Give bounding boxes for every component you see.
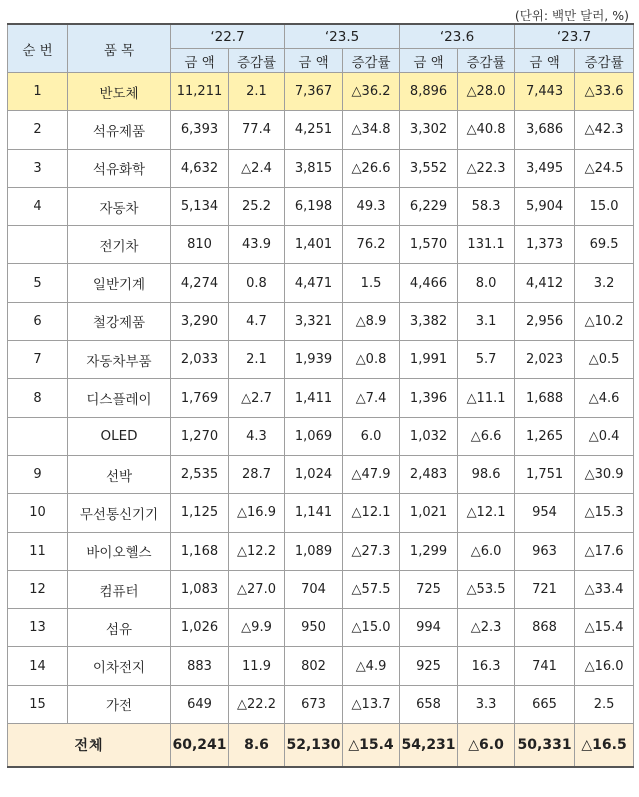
amount-cell: 3,382 xyxy=(400,302,458,340)
rate-cell: 1.5 xyxy=(343,264,400,302)
rate-cell: △2.7 xyxy=(229,379,285,417)
table-body xyxy=(8,73,634,768)
table-row xyxy=(8,609,634,647)
amount-cell: 7,443 xyxy=(515,73,575,111)
amount-cell: 1,401 xyxy=(285,226,343,264)
amount-cell: 1,299 xyxy=(400,532,458,570)
rate-cell: △22.2 xyxy=(229,685,285,723)
rate-cell: 4.7 xyxy=(229,302,285,340)
amount-cell: 1,373 xyxy=(515,226,575,264)
rate-cell: 2.1 xyxy=(229,73,285,111)
rate-cell: △13.7 xyxy=(343,685,400,723)
rate-cell: 131.1 xyxy=(458,226,515,264)
item-name: 반도체 xyxy=(68,73,171,111)
export-table xyxy=(7,23,634,768)
total-rate-cell: △15.4 xyxy=(343,724,400,768)
rate-cell: △30.9 xyxy=(575,455,634,493)
amount-cell: 963 xyxy=(515,532,575,570)
amount-cell: 1,265 xyxy=(515,417,575,455)
table-row xyxy=(8,149,634,187)
rate-cell: △16.9 xyxy=(229,494,285,532)
amount-cell: 1,570 xyxy=(400,226,458,264)
row-number: 5 xyxy=(8,264,68,302)
amount-cell: 5,904 xyxy=(515,187,575,225)
rate-cell: △7.4 xyxy=(343,379,400,417)
table-row xyxy=(8,379,634,417)
row-number: 7 xyxy=(8,341,68,379)
amount-cell: 3,302 xyxy=(400,111,458,149)
amount-cell: 954 xyxy=(515,494,575,532)
rate-cell: △34.8 xyxy=(343,111,400,149)
rate-cell: 3.2 xyxy=(575,264,634,302)
rate-cell: 69.5 xyxy=(575,226,634,264)
amount-cell: 725 xyxy=(400,570,458,608)
rate-cell: 4.3 xyxy=(229,417,285,455)
amount-cell: 11,211 xyxy=(171,73,229,111)
rate-cell: △33.6 xyxy=(575,73,634,111)
amount-cell: 1,939 xyxy=(285,341,343,379)
amount-cell: 2,023 xyxy=(515,341,575,379)
table-row xyxy=(8,685,634,723)
row-number: 14 xyxy=(8,647,68,685)
rate-cell: △53.5 xyxy=(458,570,515,608)
amount-cell: 6,393 xyxy=(171,111,229,149)
amount-cell: 1,769 xyxy=(171,379,229,417)
table-row xyxy=(8,494,634,532)
row-number: 8 xyxy=(8,379,68,417)
item-name: 무선통신기기 xyxy=(68,494,171,532)
amount-cell: 3,321 xyxy=(285,302,343,340)
col-header-amount: 금 액 xyxy=(171,49,229,73)
rate-cell: 15.0 xyxy=(575,187,634,225)
amount-cell: 6,198 xyxy=(285,187,343,225)
amount-cell: 1,270 xyxy=(171,417,229,455)
table-row xyxy=(8,532,634,570)
rate-cell: △0.5 xyxy=(575,341,634,379)
rate-cell: 43.9 xyxy=(229,226,285,264)
header-row-periods xyxy=(8,24,634,49)
col-header-rate: 증감률 xyxy=(229,49,285,73)
rate-cell: △6.6 xyxy=(458,417,515,455)
item-name: OLED xyxy=(68,417,171,455)
rate-cell: 0.8 xyxy=(229,264,285,302)
rate-cell: △22.3 xyxy=(458,149,515,187)
rate-cell: △15.4 xyxy=(575,609,634,647)
item-name: 디스플레이 xyxy=(68,379,171,417)
rate-cell: 6.0 xyxy=(343,417,400,455)
table-row xyxy=(8,73,634,111)
row-number: 12 xyxy=(8,570,68,608)
rate-cell: △27.0 xyxy=(229,570,285,608)
amount-cell: 673 xyxy=(285,685,343,723)
rate-cell: △28.0 xyxy=(458,73,515,111)
rate-cell: △17.6 xyxy=(575,532,634,570)
amount-cell: 1,089 xyxy=(285,532,343,570)
amount-cell: 721 xyxy=(515,570,575,608)
col-header-no: 순 번 xyxy=(8,24,68,73)
rate-cell: △26.6 xyxy=(343,149,400,187)
amount-cell: 3,290 xyxy=(171,302,229,340)
rate-cell: △33.4 xyxy=(575,570,634,608)
amount-cell: 3,815 xyxy=(285,149,343,187)
item-name: 자동차 xyxy=(68,187,171,225)
rate-cell: △10.2 xyxy=(575,302,634,340)
amount-cell: 6,229 xyxy=(400,187,458,225)
col-header-rate: 증감률 xyxy=(343,49,400,73)
amount-cell: 2,483 xyxy=(400,455,458,493)
amount-cell: 883 xyxy=(171,647,229,685)
total-rate-cell: 8.6 xyxy=(229,724,285,768)
amount-cell: 4,274 xyxy=(171,264,229,302)
row-number xyxy=(8,226,68,264)
col-header-amount: 금 액 xyxy=(400,49,458,73)
amount-cell: 1,141 xyxy=(285,494,343,532)
amount-cell: 665 xyxy=(515,685,575,723)
rate-cell: △11.1 xyxy=(458,379,515,417)
rate-cell: △8.9 xyxy=(343,302,400,340)
amount-cell: 1,751 xyxy=(515,455,575,493)
item-name: 섬유 xyxy=(68,609,171,647)
amount-cell: 925 xyxy=(400,647,458,685)
col-header-rate: 증감률 xyxy=(575,49,634,73)
amount-cell: 649 xyxy=(171,685,229,723)
rate-cell: △0.8 xyxy=(343,341,400,379)
rate-cell: △42.3 xyxy=(575,111,634,149)
amount-cell: 1,125 xyxy=(171,494,229,532)
table-row xyxy=(8,111,634,149)
col-header-period: ‘23.5 xyxy=(285,24,400,49)
amount-cell: 2,535 xyxy=(171,455,229,493)
rate-cell: △0.4 xyxy=(575,417,634,455)
item-name: 선박 xyxy=(68,455,171,493)
col-header-amount: 금 액 xyxy=(515,49,575,73)
amount-cell: 1,021 xyxy=(400,494,458,532)
amount-cell: 3,552 xyxy=(400,149,458,187)
item-name: 석유화학 xyxy=(68,149,171,187)
amount-cell: 2,033 xyxy=(171,341,229,379)
rate-cell: 3.3 xyxy=(458,685,515,723)
table-row xyxy=(8,187,634,225)
rate-cell: △6.0 xyxy=(458,532,515,570)
amount-cell: 7,367 xyxy=(285,73,343,111)
amount-cell: 1,688 xyxy=(515,379,575,417)
item-name: 철강제품 xyxy=(68,302,171,340)
rate-cell: 25.2 xyxy=(229,187,285,225)
amount-cell: 950 xyxy=(285,609,343,647)
row-number: 9 xyxy=(8,455,68,493)
amount-cell: 4,471 xyxy=(285,264,343,302)
total-amount-cell: 50,331 xyxy=(515,724,575,768)
total-amount-cell: 52,130 xyxy=(285,724,343,768)
row-number: 4 xyxy=(8,187,68,225)
table-row xyxy=(8,570,634,608)
row-number: 13 xyxy=(8,609,68,647)
amount-cell: 5,134 xyxy=(171,187,229,225)
amount-cell: 802 xyxy=(285,647,343,685)
rate-cell: 2.5 xyxy=(575,685,634,723)
table-row xyxy=(8,417,634,455)
amount-cell: 3,686 xyxy=(515,111,575,149)
rate-cell: △57.5 xyxy=(343,570,400,608)
row-number: 2 xyxy=(8,111,68,149)
amount-cell: 4,632 xyxy=(171,149,229,187)
row-number: 11 xyxy=(8,532,68,570)
rate-cell: △12.1 xyxy=(343,494,400,532)
amount-cell: 4,251 xyxy=(285,111,343,149)
amount-cell: 1,024 xyxy=(285,455,343,493)
amount-cell: 1,396 xyxy=(400,379,458,417)
amount-cell: 1,032 xyxy=(400,417,458,455)
item-name: 바이오헬스 xyxy=(68,532,171,570)
rate-cell: 28.7 xyxy=(229,455,285,493)
amount-cell: 4,412 xyxy=(515,264,575,302)
rate-cell: △9.9 xyxy=(229,609,285,647)
amount-cell: 868 xyxy=(515,609,575,647)
col-header-period: ‘23.6 xyxy=(400,24,515,49)
amount-cell: 1,168 xyxy=(171,532,229,570)
amount-cell: 8,896 xyxy=(400,73,458,111)
total-amount-cell: 54,231 xyxy=(400,724,458,768)
total-row xyxy=(8,724,634,768)
row-number: 6 xyxy=(8,302,68,340)
amount-cell: 2,956 xyxy=(515,302,575,340)
rate-cell: △47.9 xyxy=(343,455,400,493)
col-header-period: ‘22.7 xyxy=(171,24,285,49)
table-row xyxy=(8,226,634,264)
amount-cell: 704 xyxy=(285,570,343,608)
amount-cell: 810 xyxy=(171,226,229,264)
row-number xyxy=(8,417,68,455)
rate-cell: 16.3 xyxy=(458,647,515,685)
rate-cell: △2.3 xyxy=(458,609,515,647)
rate-cell: 8.0 xyxy=(458,264,515,302)
amount-cell: 4,466 xyxy=(400,264,458,302)
rate-cell: 5.7 xyxy=(458,341,515,379)
item-name: 자동차부품 xyxy=(68,341,171,379)
row-number: 1 xyxy=(8,73,68,111)
row-number: 15 xyxy=(8,685,68,723)
rate-cell: △4.9 xyxy=(343,647,400,685)
amount-cell: 1,411 xyxy=(285,379,343,417)
rate-cell: 77.4 xyxy=(229,111,285,149)
item-name: 가전 xyxy=(68,685,171,723)
rate-cell: 2.1 xyxy=(229,341,285,379)
total-rate-cell: △6.0 xyxy=(458,724,515,768)
amount-cell: 658 xyxy=(400,685,458,723)
rate-cell: 58.3 xyxy=(458,187,515,225)
rate-cell: 49.3 xyxy=(343,187,400,225)
rate-cell: △4.6 xyxy=(575,379,634,417)
item-name: 컴퓨터 xyxy=(68,570,171,608)
amount-cell: 1,991 xyxy=(400,341,458,379)
amount-cell: 1,026 xyxy=(171,609,229,647)
rate-cell: 3.1 xyxy=(458,302,515,340)
rate-cell: △36.2 xyxy=(343,73,400,111)
table-row xyxy=(8,455,634,493)
item-name: 이차전지 xyxy=(68,647,171,685)
rate-cell: △16.0 xyxy=(575,647,634,685)
col-header-period: ‘23.7 xyxy=(515,24,634,49)
col-header-amount: 금 액 xyxy=(285,49,343,73)
rate-cell: △27.3 xyxy=(343,532,400,570)
amount-cell: 741 xyxy=(515,647,575,685)
table-row xyxy=(8,647,634,685)
rate-cell: 11.9 xyxy=(229,647,285,685)
rate-cell: 76.2 xyxy=(343,226,400,264)
rate-cell: △15.3 xyxy=(575,494,634,532)
total-rate-cell: △16.5 xyxy=(575,724,634,768)
rate-cell: △12.1 xyxy=(458,494,515,532)
table-row xyxy=(8,302,634,340)
rate-cell: △15.0 xyxy=(343,609,400,647)
col-header-item: 품 목 xyxy=(68,24,171,73)
item-name: 전기차 xyxy=(68,226,171,264)
amount-cell: 1,069 xyxy=(285,417,343,455)
rate-cell: △2.4 xyxy=(229,149,285,187)
amount-cell: 3,495 xyxy=(515,149,575,187)
col-header-rate: 증감률 xyxy=(458,49,515,73)
item-name: 석유제품 xyxy=(68,111,171,149)
total-amount-cell: 60,241 xyxy=(171,724,229,768)
amount-cell: 994 xyxy=(400,609,458,647)
rate-cell: 98.6 xyxy=(458,455,515,493)
table-row xyxy=(8,264,634,302)
row-number: 3 xyxy=(8,149,68,187)
row-number: 10 xyxy=(8,494,68,532)
item-name: 일반기계 xyxy=(68,264,171,302)
rate-cell: △40.8 xyxy=(458,111,515,149)
rate-cell: △12.2 xyxy=(229,532,285,570)
rate-cell: △24.5 xyxy=(575,149,634,187)
unit-note: (단위: 백만 달러, %) xyxy=(514,8,629,23)
table-row xyxy=(8,341,634,379)
total-label: 전체 xyxy=(8,724,171,768)
amount-cell: 1,083 xyxy=(171,570,229,608)
